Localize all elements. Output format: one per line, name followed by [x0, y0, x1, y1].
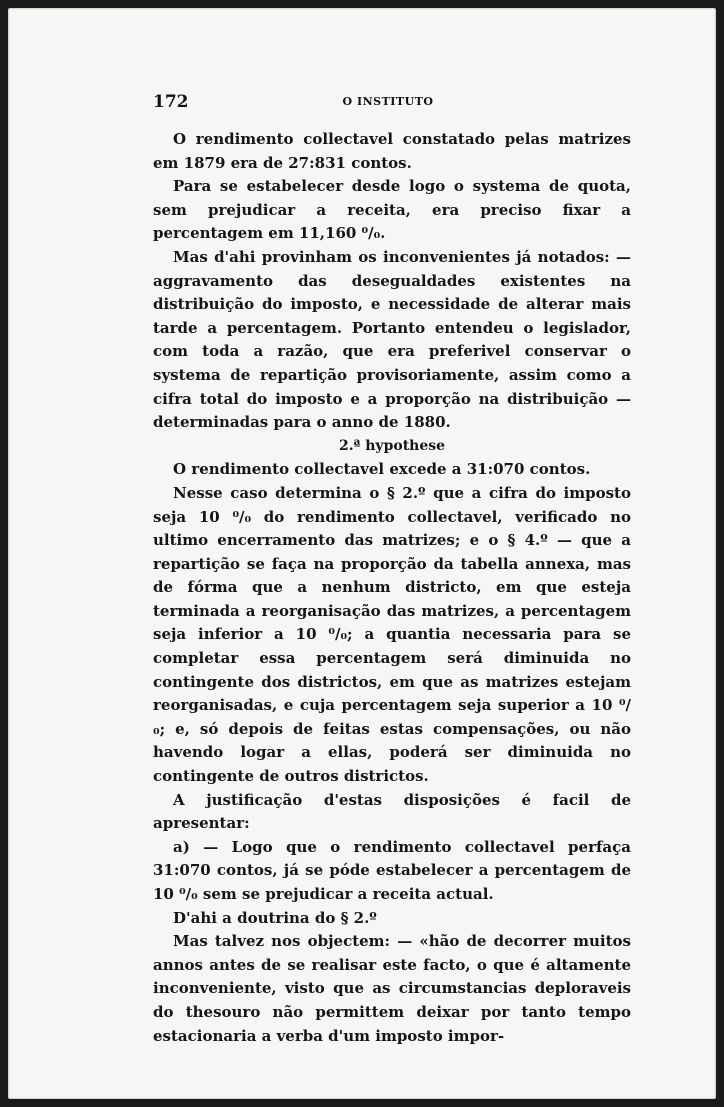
paragraph: A justificação d'estas disposições é facil de apresentar:: [153, 790, 631, 833]
paragraph: Para se estabelecer desde logo o systema de quota, sem prejudicar a receita, era preciso fixar a percentagem em 11,160 ⁰/₀.: [153, 177, 631, 243]
section-heading: 2.ª hypothese: [338, 437, 446, 454]
page-body: [153, 128, 631, 1048]
page-header: [146, 92, 630, 118]
paragraph: O rendimento collectavel excede a 31:070 contos.: [173, 460, 591, 479]
paragraph: D'ahi a doutrina do § 2.º: [173, 908, 377, 927]
running-title: O INSTITUTO: [342, 95, 434, 108]
page-number: 172: [153, 92, 189, 112]
paragraph: O rendimento collectavel constatado pelas matrizes em 1879 era de 27:831 contos.: [153, 130, 631, 172]
paragraph: a) — Logo que o rendimento collectavel perfaça 31:070 contos, já se póde estabelecer a percentagem de 10 ⁰/₀ sem se prejudicar a receita actual.: [153, 837, 631, 903]
paragraph: Mas talvez nos objectem: — «hão de decorrer muitos annos antes de se realisar este facto, o que é altamente inconveniente, visto que as circumstancias deploraveis do thesouro não permittem deixar por tanto tempo estacionaria a verba d'um imposto impor-: [153, 932, 631, 1045]
book-page: [8, 8, 716, 1099]
paragraph: Mas d'ahi provinham os inconvenientes já notados: — aggravamento das desegualdades existentes na distribuição do imposto, e necessidade de alterar mais tarde a percentagem. Portanto entendeu o legislador, com toda a razão, que era preferivel conservar o systema de repartição provisoriamente, assim como a cifra total do imposto e a proporção na distribuição — determinadas para o anno de 1880.: [153, 247, 631, 432]
paragraph: Nesse caso determina o § 2.º que a cifra do imposto seja 10 ⁰/₀ do rendimento collectavel, verificado no ultimo encerramento das matrizes; e o § 4.º — que a repartição se faça na proporção da tabella annexa, mas de fórma que a nenhum districto, em que esteja terminada a reorganisação das matrizes, a percentagem seja inferior a 10 ⁰/₀; a quantia necessaria para se completar essa percentagem será diminuida no contingente dos districtos, em que as matrizes estejam reorganisadas, e cuja percentagem seja superior a 10 ⁰/₀; e, só depois de feitas estas compensações, ou não havendo logar a ellas, poderá ser diminuida no contingente de outros districtos.: [153, 483, 631, 786]
